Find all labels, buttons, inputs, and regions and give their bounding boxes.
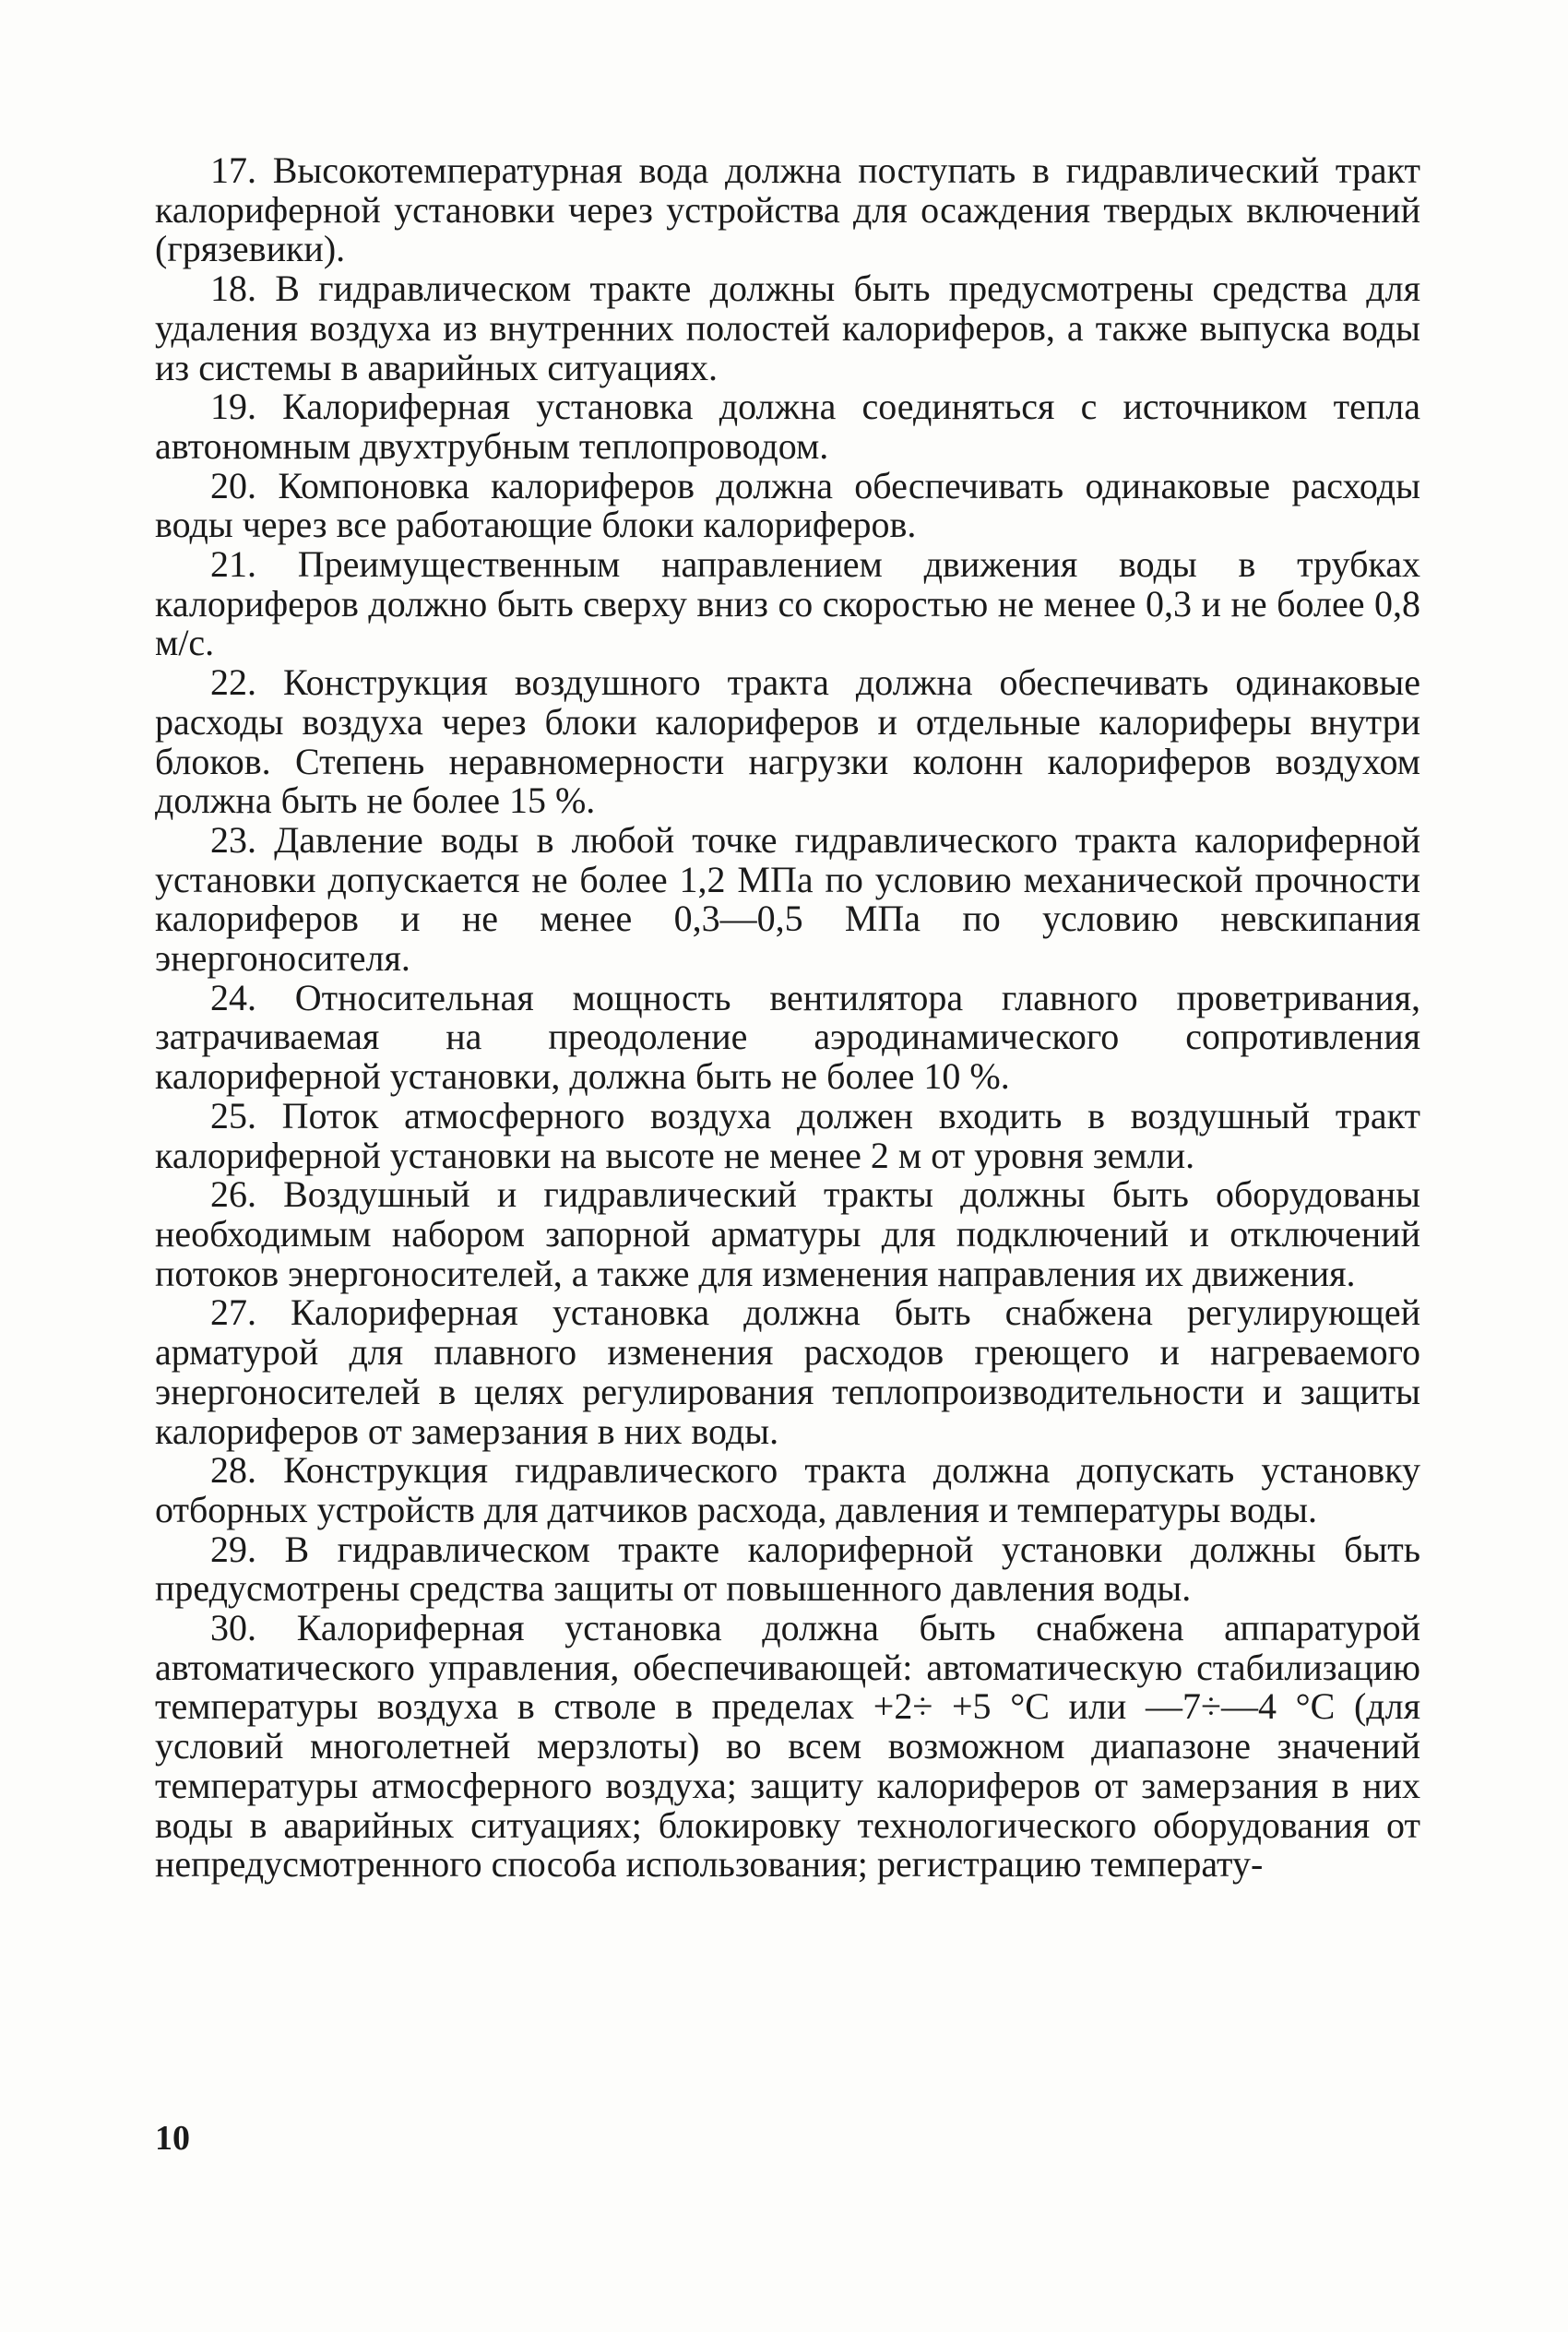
page-number: 10 (155, 2119, 190, 2158)
paragraph-20: 20. Компоновка калориферов должна обеспечивать одинаковые расходы воды через все работающие блоки калориферов. (155, 464, 1420, 546)
paragraph-25: 25. Поток атмосферного воздуха должен входить в воздушный тракт калориферной установки на высоте не менее 2 м от уровня земли. (155, 1094, 1420, 1176)
paragraph-30: 30. Калориферная установка должна быть снабжена аппаратурой автоматического управления, обеспечивающей: автоматическую стабилизацию температуры воздуха в стволе в пределах +2÷ +5 °С или —7÷—4 °С (для условий многолетней мерзлоты) во всем возможном диапазоне значений температуры атмосферного воздуха; защиту калориферов от замерзания в них воды в аварийных ситуациях; блокировку технологического оборудования от непредусмотренного способа использования; регистрацию температу- (155, 1607, 1420, 1886)
paragraph-18: 18. В гидравлическом тракте должны быть предусмотрены средства для удаления воздуха из внутренних полостей калориферов, а также выпуска воды из системы в аварийных ситуациях. (155, 268, 1420, 388)
paragraph-29: 29. В гидравлическом тракте калориферной установки должны быть предусмотрены средства защиты от повышенного давления воды. (155, 1528, 1420, 1610)
paragraph-23: 23. Давление воды в любой точке гидравлического тракта калориферной установки допускается не более 1,2 МПа по условию механической прочности калориферов и не менее 0,3—0,5 МПа по условию невскипания энергоносителя. (155, 818, 1420, 980)
paragraph-21: 21. Преимущественным направлением движения воды в трубках калориферов должно быть сверху вниз со скоростью не менее 0,3 и не более 0,8 м/с. (155, 543, 1420, 664)
paragraph-19: 19. Калориферная установка должна соединяться с источником тепла автономным двухтрубным теплопроводом. (155, 386, 1420, 467)
body-text (155, 151, 1420, 1885)
paragraph-26: 26. Воздушный и гидравлический тракты должны быть оборудованы необходимым набором запорной арматуры для подключений и отключений потоков энергоносителей, а также для изменения направления их движения. (155, 1173, 1420, 1294)
paragraph-17: 17. Высокотемпературная вода должна поступать в гидравлический тракт калориферной установки через устройства для осаждения твердых включений (грязевики). (155, 149, 1420, 270)
paragraph-27: 27. Калориферная установка должна быть снабжена регулирующей арматурой для плавного изменения расходов греющего и нагреваемого энергоносителей в целях регулирования теплопроизводительности и защиты калориферов от замерзания в них воды. (155, 1291, 1420, 1452)
paragraph-24: 24. Относительная мощность вентилятора главного проветривания, затрачиваемая на преодоление аэродинамического сопротивления калориферной установки, должна быть не более 10 %. (155, 976, 1420, 1098)
paragraph-22: 22. Конструкция воздушного тракта должна обеспечивать одинаковые расходы воздуха через блоки калориферов и отдельные калориферы внутри блоков. Степень неравномерности нагрузки колонн калориферов воздухом должна быть не более 15 %. (155, 661, 1420, 822)
paragraph-28: 28. Конструкция гидравлического тракта должна допускать установку отборных устройств для датчиков расхода, давления и температуры воды. (155, 1449, 1420, 1530)
